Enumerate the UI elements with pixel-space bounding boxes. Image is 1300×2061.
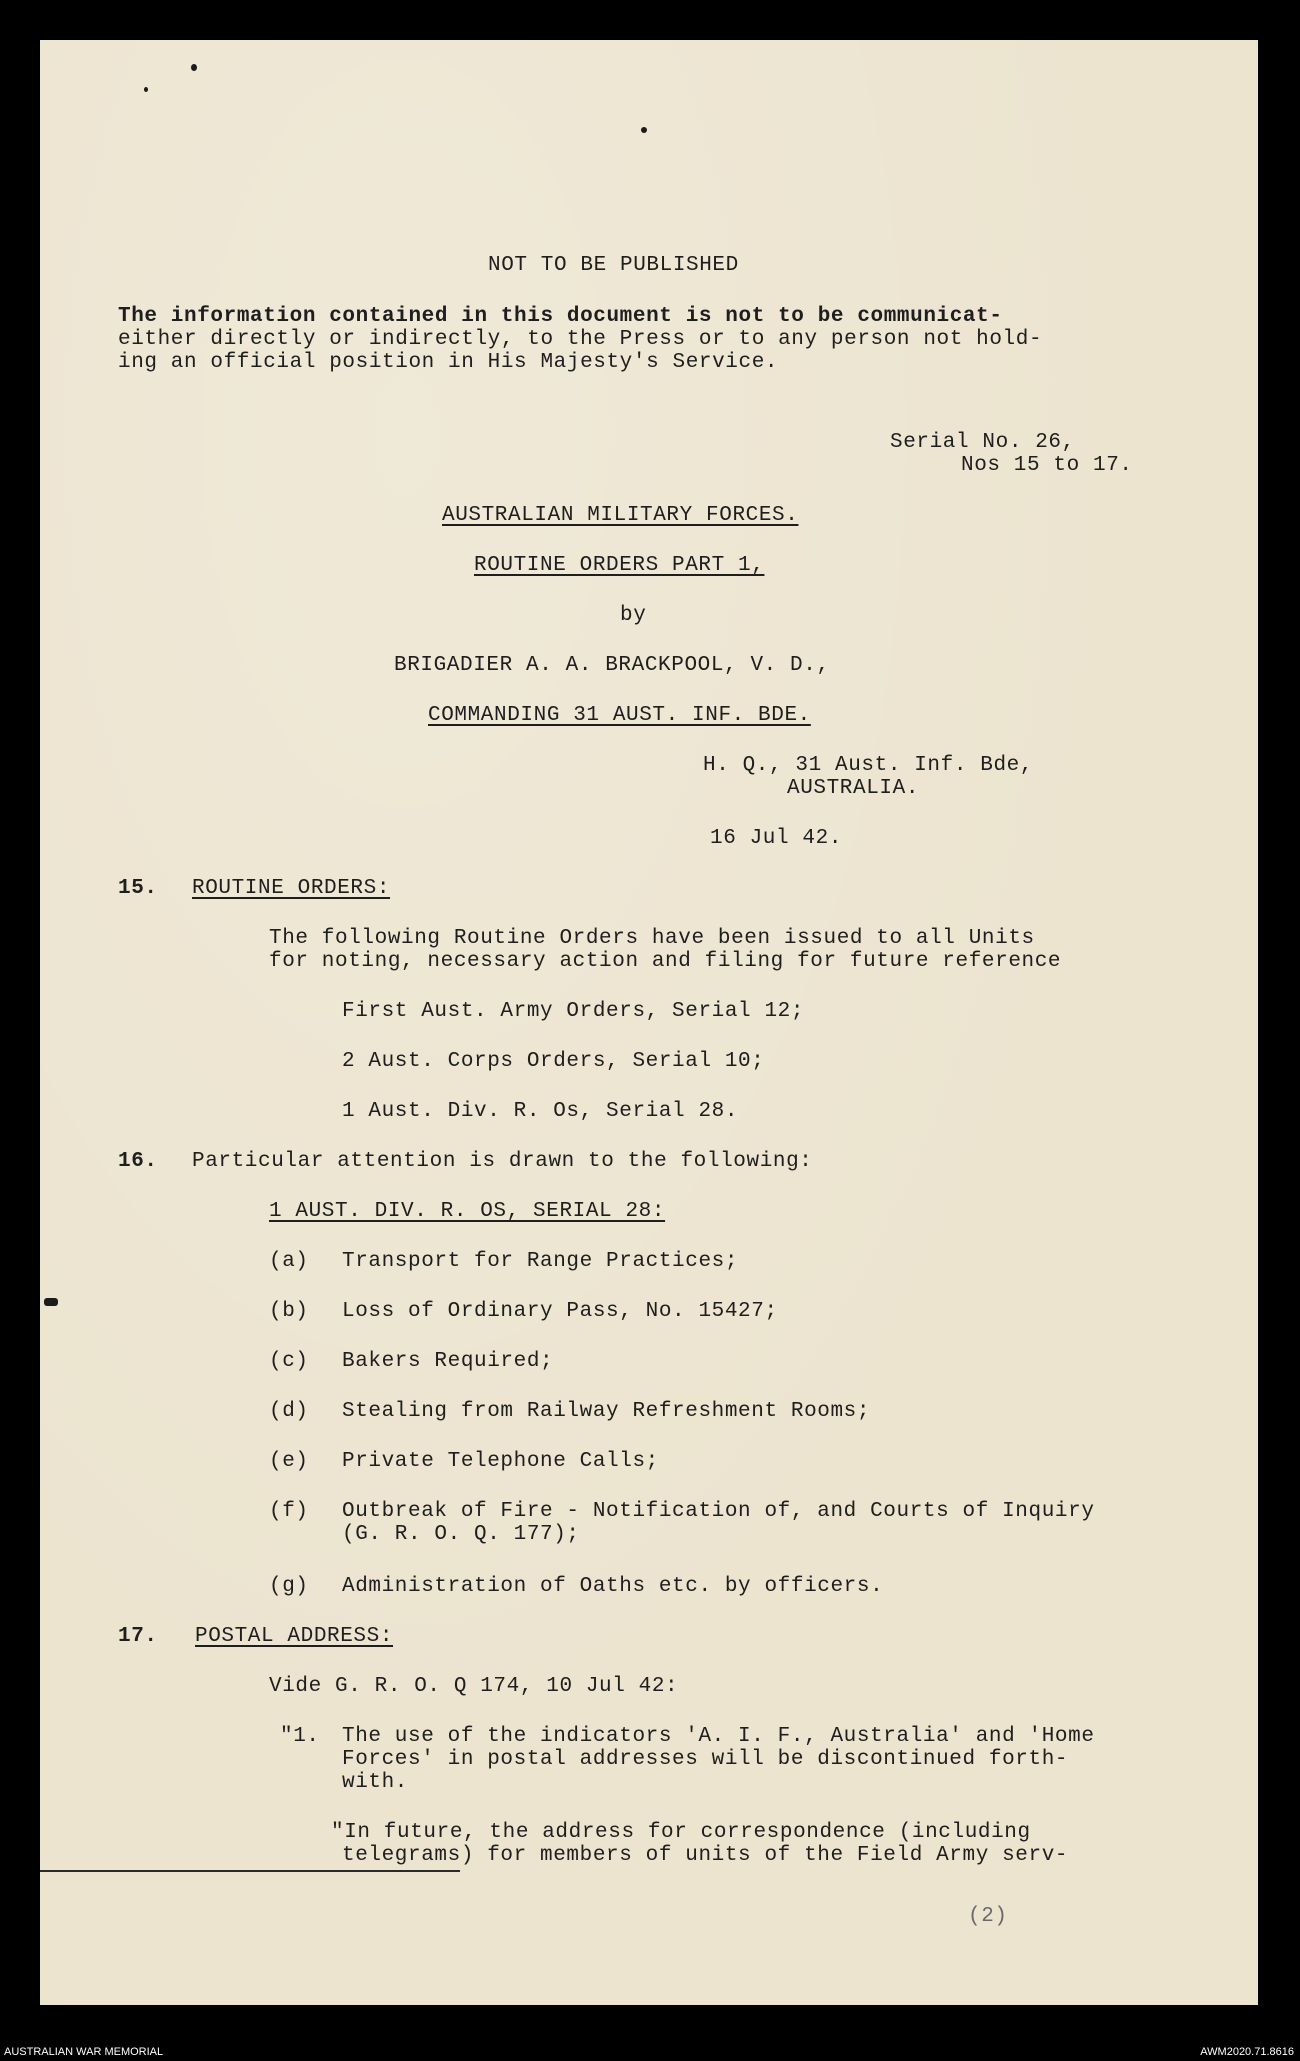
item-c-label: (c) <box>269 1350 309 1373</box>
item-g-text: Administration of Oaths etc. by officers. <box>342 1575 884 1598</box>
forces-title: AUSTRALIAN MILITARY FORCES. <box>442 504 799 527</box>
item-f-label: (f) <box>269 1500 309 1523</box>
section-16-subtitle: 1 AUST. DIV. R. OS, SERIAL 28: <box>269 1200 666 1223</box>
item-e-label: (e) <box>269 1450 309 1473</box>
ink-speck <box>641 127 647 133</box>
item-d-label: (d) <box>269 1400 309 1423</box>
item-g-label: (g) <box>269 1575 309 1598</box>
footer-reference: AWM2020.71.8616 <box>1200 2046 1294 2058</box>
section-16-number: 16. <box>118 1150 158 1173</box>
orders-title: ROUTINE ORDERS PART 1, <box>474 554 765 577</box>
pen-strike-line <box>40 1870 460 1872</box>
item-a-text: Transport for Range Practices; <box>342 1250 739 1273</box>
section-15-text-2: for noting, necessary action and filing for future reference <box>269 950 1062 973</box>
document-page <box>40 40 1258 2005</box>
ink-speck <box>144 87 148 92</box>
notice-line-2: either directly or indirectly, to the Press or to any person not hold- <box>118 328 1043 351</box>
section-15-item-1: First Aust. Army Orders, Serial 12; <box>342 1000 805 1023</box>
section-15-item-3: 1 Aust. Div. R. Os, Serial 28. <box>342 1100 739 1123</box>
footer-source: AUSTRALIAN WAR MEMORIAL <box>4 2046 164 2058</box>
section-16-text: Particular attention is drawn to the following: <box>192 1150 813 1173</box>
section-17-future-line-2: telegrams) for members of units of the Field Army serv- <box>342 1844 1069 1867</box>
item-d-text: Stealing from Railway Refreshment Rooms; <box>342 1400 871 1423</box>
hq-line-1: H. Q., 31 Aust. Inf. Bde, <box>703 754 1034 777</box>
item-c-text: Bakers Required; <box>342 1350 554 1373</box>
section-17-vide: Vide G. R. O. Q 174, 10 Jul 42: <box>269 1675 679 1698</box>
notice-line-3: ing an official position in His Majesty's Service. <box>118 351 779 374</box>
section-15-text-1: The following Routine Orders have been issued to all Units <box>269 927 1035 950</box>
item-b-text: Loss of Ordinary Pass, No. 15427; <box>342 1300 778 1323</box>
by-line: by <box>620 604 647 627</box>
commanding-line: COMMANDING 31 AUST. INF. BDE. <box>428 704 811 727</box>
section-15-number: 15. <box>118 877 158 900</box>
brigadier-line: BRIGADIER A. A. BRACKPOOL, V. D., <box>394 654 830 677</box>
section-17-item-line-1: The use of the indicators 'A. I. F., Australia' and 'Home <box>342 1725 1095 1748</box>
serial-range: Nos 15 to 17. <box>961 454 1133 477</box>
ink-speck <box>191 64 197 71</box>
item-e-text: Private Telephone Calls; <box>342 1450 659 1473</box>
document-heading: NOT TO BE PUBLISHED <box>488 254 739 277</box>
section-17-number: 17. <box>118 1625 158 1648</box>
issue-date: 16 Jul 42. <box>710 827 843 850</box>
item-f-text-1: Outbreak of Fire - Notification of, and Courts of Inquiry <box>342 1500 1095 1523</box>
section-17-title: POSTAL ADDRESS: <box>195 1625 394 1648</box>
item-a-label: (a) <box>269 1250 309 1273</box>
section-17-future-line-1: "In future, the address for correspondence (including <box>331 1821 1031 1844</box>
continued-marker: (2) <box>968 1905 1008 1928</box>
ink-mark <box>44 1298 58 1306</box>
item-b-label: (b) <box>269 1300 309 1323</box>
section-17-item-line-3: with. <box>342 1771 409 1794</box>
item-f-text-2: (G. R. O. Q. 177); <box>342 1523 580 1546</box>
section-15-title: ROUTINE ORDERS: <box>192 877 391 900</box>
hq-line-2: AUSTRALIA. <box>787 777 920 800</box>
section-17-item-number: "1. <box>280 1725 320 1748</box>
serial-number: Serial No. 26, <box>890 431 1075 454</box>
section-15-item-2: 2 Aust. Corps Orders, Serial 10; <box>342 1050 765 1073</box>
notice-line-1: The information contained in this document is not to be communicat- <box>118 305 1003 328</box>
section-17-item-line-2: Forces' in postal addresses will be discontinued forth- <box>342 1748 1069 1771</box>
